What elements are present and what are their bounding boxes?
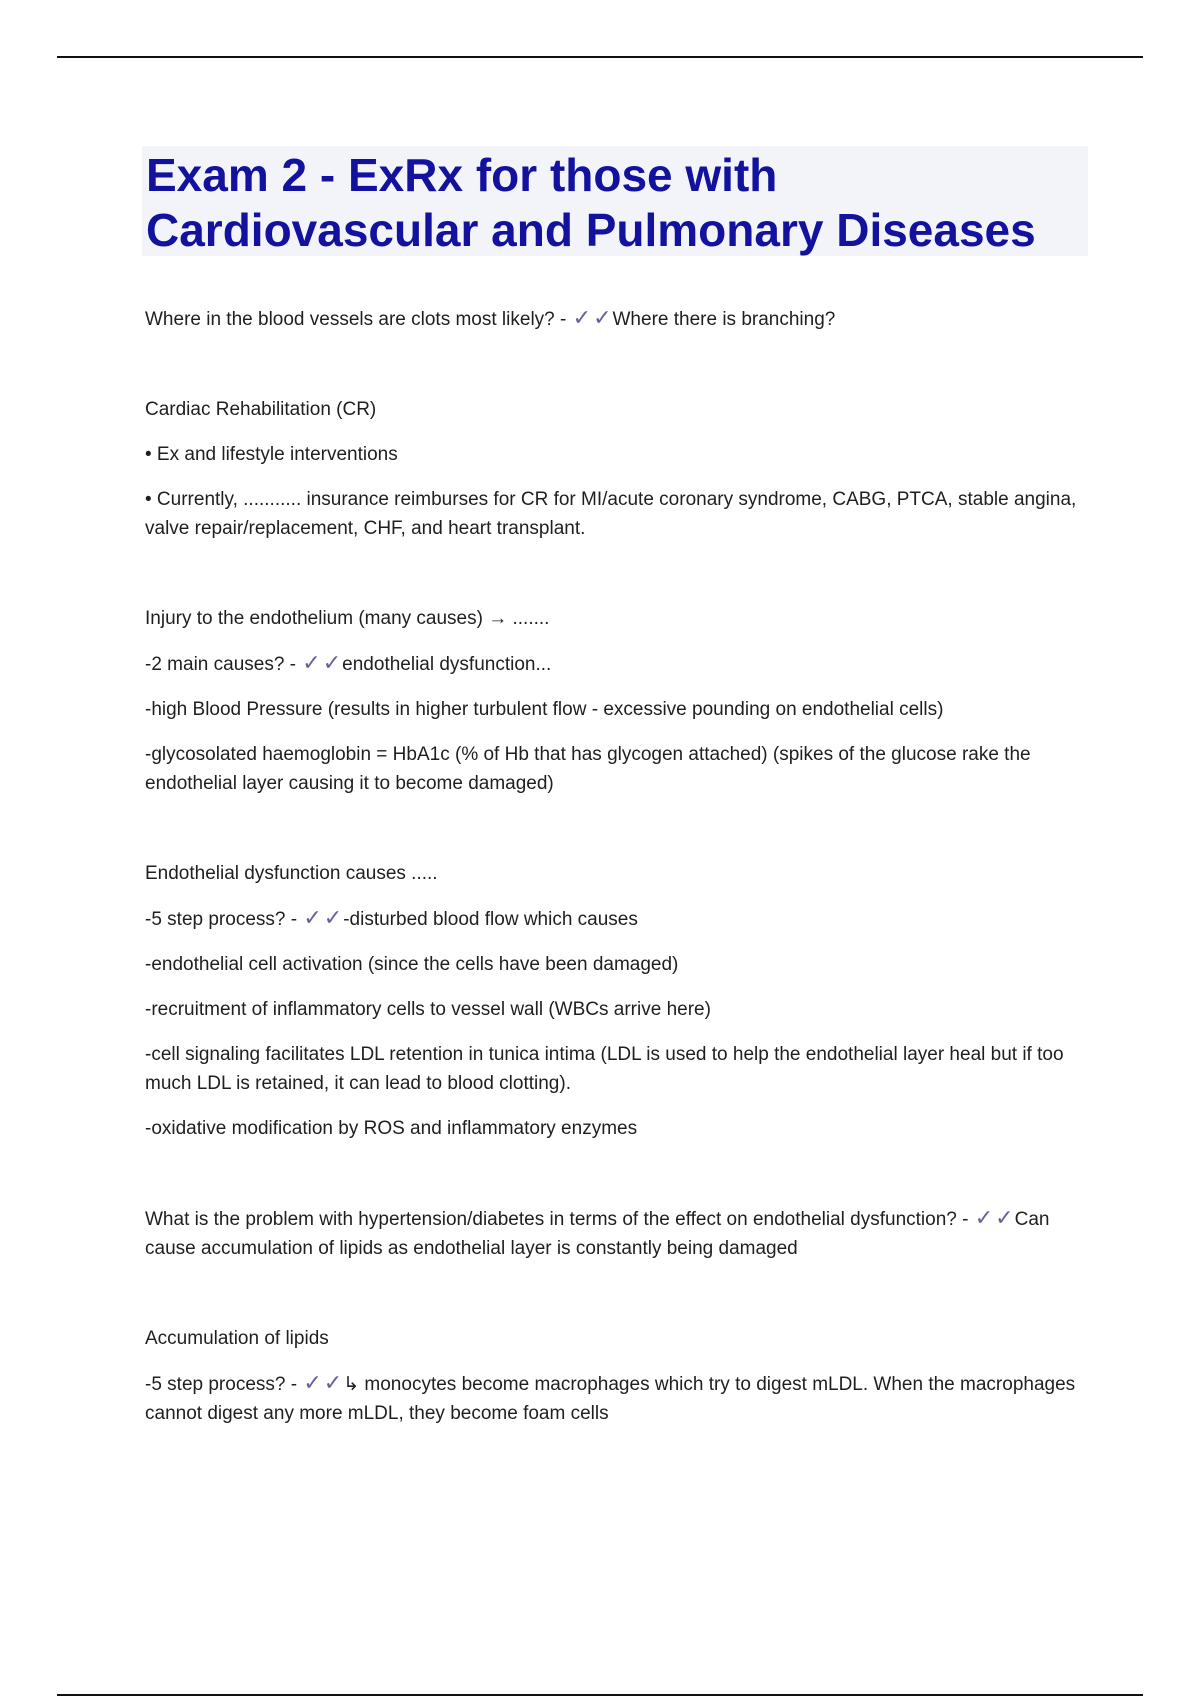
section-heading: Endothelial dysfunction causes ..... [145, 863, 438, 884]
section-heading: Injury to the endothelium (many causes) → ....... [145, 608, 550, 629]
check-mark-icon: ✓ [323, 906, 343, 931]
check-mark-icon: ✓ [974, 1206, 994, 1231]
check-mark-icon: ✓ [303, 906, 322, 931]
check-mark-icon: ✓ [302, 651, 321, 676]
question-text: -2 main causes? - [145, 654, 302, 675]
list-item: -glycosolated haemoglobin = HbA1c (% of Hb that has glycogen attached) (spikes of the glucose rake the endothelial layer causing it to become damaged) [145, 744, 1031, 794]
page-top-rule [57, 56, 1143, 58]
flashcard-question [145, 304, 1080, 334]
bullet-item: • Ex and lifestyle interventions [145, 444, 398, 465]
title-line-2: Cardiovascular and Pulmonary Diseases [146, 204, 1036, 256]
document-body [145, 304, 1080, 1444]
title-line-1: Exam 2 - ExRx for those with [146, 149, 778, 201]
flashcard-question [145, 1369, 1080, 1428]
flashcard-question [145, 649, 1080, 679]
document-title [146, 148, 1036, 258]
check-mark-icon: ✓ [303, 1371, 322, 1396]
bullet-item: • Currently, ........... insurance reimburses for CR for MI/acute coronary syndrome, CABG, PTCA, stable angina, valve repair/replacement, CHF, and heart transplant. [145, 489, 1077, 539]
question-text: What is the problem with hypertension/diabetes in terms of the effect on endothelial dysfunction? - [145, 1209, 974, 1230]
list-item: -oxidative modification by ROS and inflammatory enzymes [145, 1118, 638, 1139]
page-bottom-rule [57, 1694, 1143, 1696]
answer-text: endothelial dysfunction... [342, 654, 552, 675]
check-mark-icon: ✓ [593, 306, 612, 331]
list-item: -recruitment of inflammatory cells to vessel wall (WBCs arrive here) [145, 999, 711, 1020]
list-item: -endothelial cell activation (since the cells have been damaged) [145, 954, 679, 975]
list-item: -high Blood Pressure (results in higher turbulent flow - excessive pounding on endothelial cells) [145, 699, 944, 720]
check-mark-icon: ✓ [572, 306, 592, 331]
flashcard-question [145, 904, 1080, 934]
question-text: -5 step process? - [145, 909, 303, 930]
check-mark-icon: ✓ [322, 651, 342, 676]
check-mark-icon: ✓ [995, 1206, 1014, 1231]
answer-text: Can cause accumulation of lipids as endothelial layer is constantly being damaged [145, 1209, 1050, 1259]
answer-text: -disturbed blood flow which causes [343, 909, 638, 930]
flashcard-question [145, 1204, 1080, 1263]
answer-text: ↳ monocytes become macrophages which try to digest mLDL. When the macrophages cannot digest any more mLDL, they become foam cells [145, 1374, 1076, 1424]
question-text: -5 step process? - [145, 1374, 303, 1395]
answer-text: Where there is branching? [612, 309, 836, 330]
question-text: Where in the blood vessels are clots most likely? - [145, 309, 572, 330]
list-item: -cell signaling facilitates LDL retention in tunica intima (LDL is used to help the endothelial layer heal but if too much LDL is retained, it can lead to blood clotting). [145, 1044, 1064, 1094]
section-heading: Accumulation of lipids [145, 1328, 329, 1349]
check-mark-icon: ✓ [323, 1371, 343, 1396]
section-heading: Cardiac Rehabilitation (CR) [145, 399, 377, 420]
